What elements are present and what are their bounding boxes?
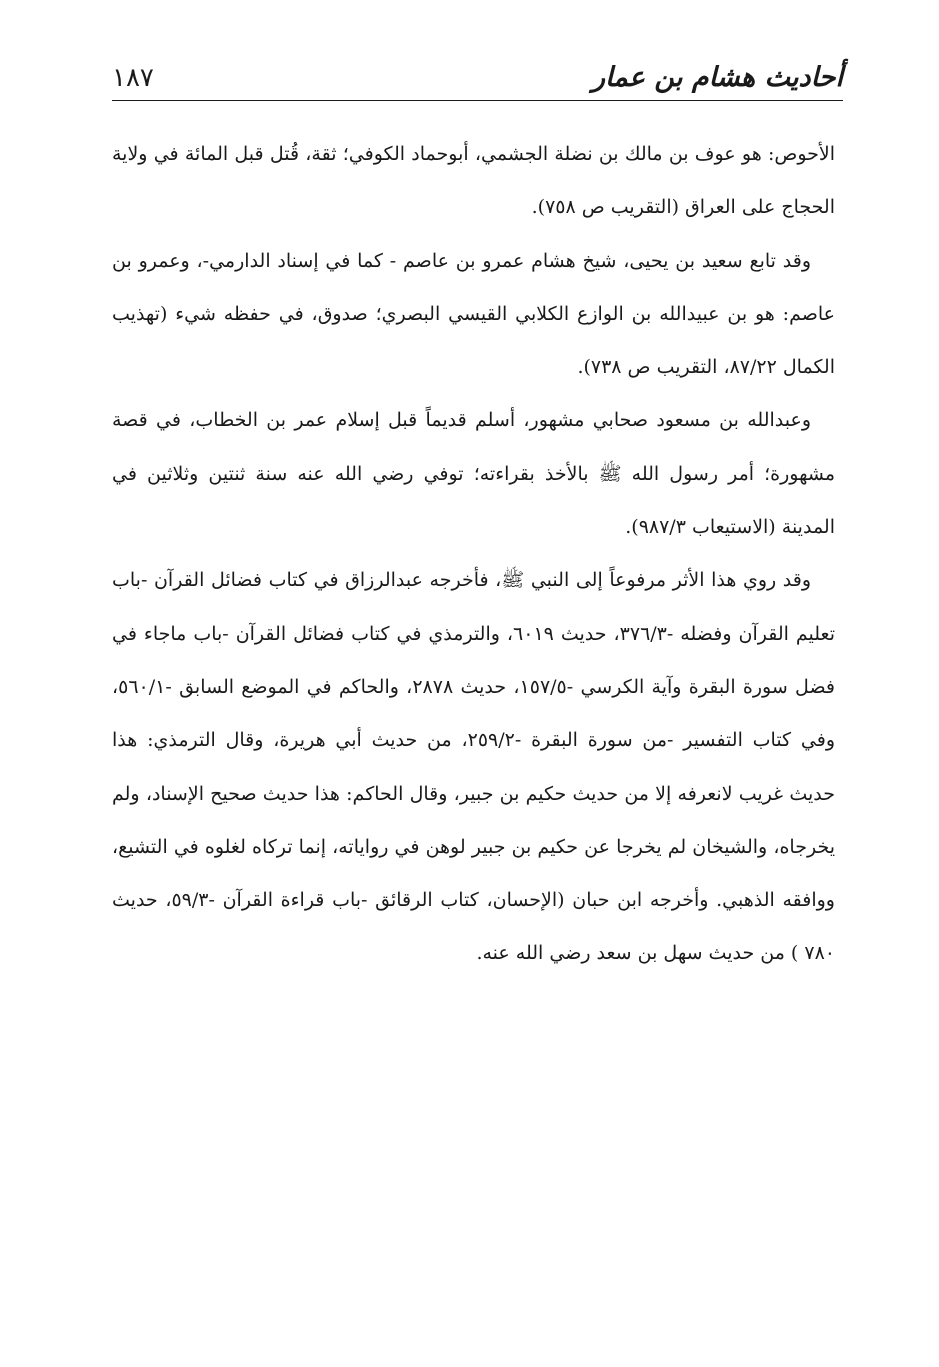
paragraph-abdullah-ibn-masud: وعبدالله بن مسعود صحابي مشهور، أسلم قديماً قبل إسلام عمر بن الخطاب، في قصة مشهورة؛ أمر رسول الله ﷺ بالأخذ بقراءته؛ توفي رضي الله عنه سنة ثنتين وثلاثين في المدينة (الاستيعاب ٩٨٧/٣). xyxy=(112,409,835,539)
paragraph-marfu-narrations: وقد روي هذا الأثر مرفوعاً إلى النبي ﷺ، فأخرجه عبدالرزاق في كتاب فضائل القرآن -باب تعليم القرآن وفضله -٣٧٦/٣، حديث ٦٠١٩، والترمذي في كتاب فضائل القرآن -باب ماجاء في فضل سورة البقرة وآية الكرسي -١٥٧/٥، حديث ٢٨٧٨، والحاكم في الموضع السابق -٥٦٠/١، وفي كتاب التفسير -من سورة البقرة -٢٥٩/٢، من حديث أبي هريرة، وقال الترمذي: هذا حديث غريب لانعرفه إلا من حديث حكيم بن جبير، وقال الحاكم: هذا حديث صحيح الإسناد، ولم يخرجاه، والشيخان لم يخرجا عن حكيم بن جبير لوهن في رواياته، إنما تركاه لغلوه في التشيع، ووافقه الذهبي. وأخرجه ابن حبان (الإحسان، كتاب الرقائق -باب قراءة القرآن -٥٩/٣، حديث ٧٨٠ ) من حديث سهل بن سعد رضي الله عنه. xyxy=(112,569,836,965)
book-title: أحاديث هشام بن عمار xyxy=(592,62,843,93)
paragraph-corroboration-amr-ibn-asim: وقد تابع سعيد بن يحيى، شيخ هشام عمرو بن عاصم - كما في إسناد الدارمي-، وعمرو بن عاصم: هو بن عبيدالله بن الوازع الكلابي القيسي البصري؛ صدوق، في حفظه شيء (تهذيب الكمال ٨٧/٢٢، التقريب ص ٧٣٨). xyxy=(112,249,835,379)
main-text xyxy=(112,128,835,981)
page-header xyxy=(112,56,843,101)
paragraph-narrator-al-ahwas: الأحوص: هو عوف بن مالك بن نضلة الجشمي، أبوحماد الكوفي؛ ثقة، قُتل قبل المائة في ولاية الحجاج على العراق (التقريب ص ٧٥٨). xyxy=(112,143,835,219)
page-number: ١٨٧ xyxy=(112,63,154,93)
